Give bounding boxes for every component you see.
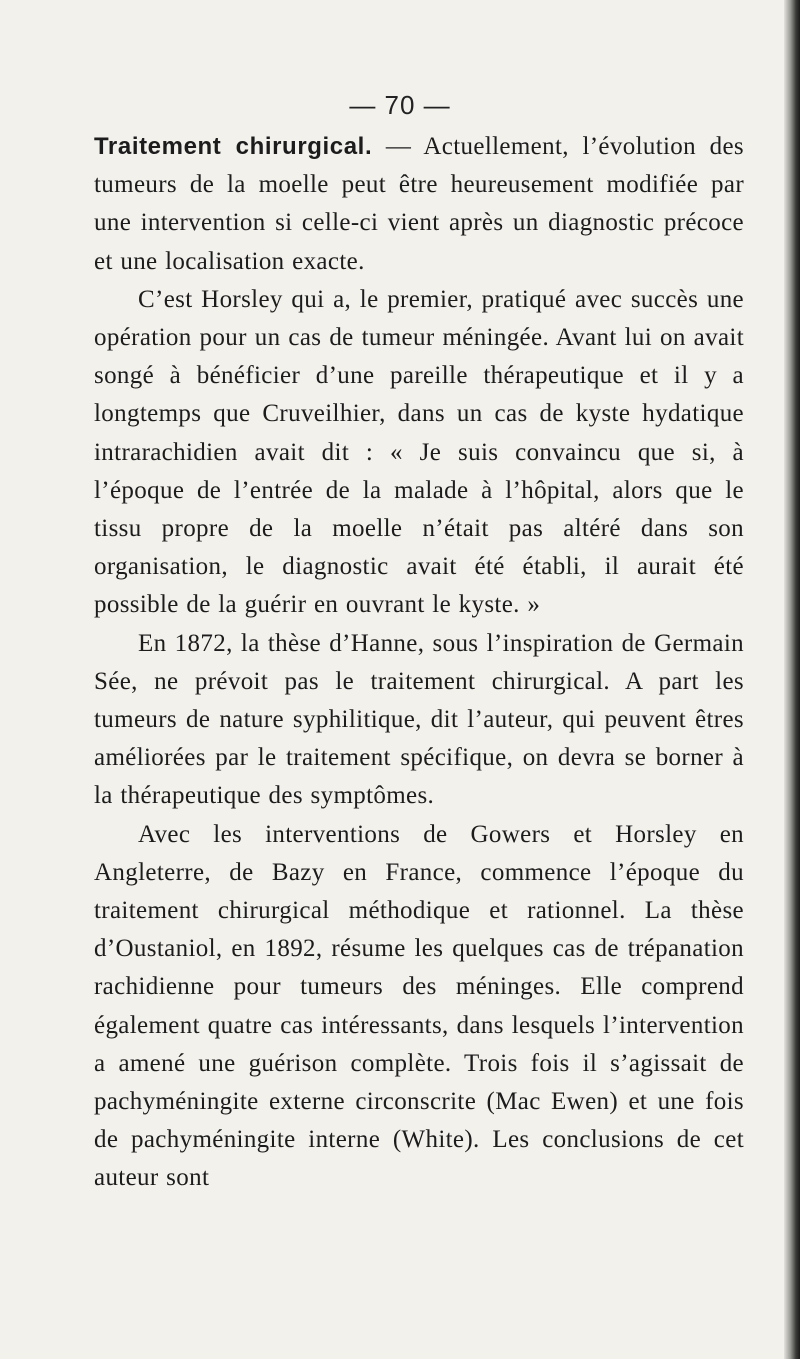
body-text xyxy=(94,128,744,1198)
page-number: — 70 — xyxy=(349,90,451,120)
paragraph-3: En 1872, la thèse d’Hanne, sous l’inspiration de Germain Sée, ne prévoit pas le traitement chirurgical. A part les tumeurs de nature syphilitique, dit l’auteur, qui peuvent êtres améliorées par le traitement spécifique, on devra se borner à la thérapeutique des symptômes. xyxy=(94,629,744,810)
paragraph-1 xyxy=(94,128,744,281)
section-heading: Traitement chirurgical. xyxy=(94,133,373,160)
paragraph-2: C’est Horsley qui a, le premier, pratiqué avec succès une opération pour un cas de tumeur méningée. Avant lui on avait songé à bénéficier d’une pareille thérapeutique et il y a longtemps que Cruveilhier, dans un cas de kyste hydatique intrarachidien avait dit : « Je suis convaincu que si, à l’époque de l’entrée de la malade à l’hôpital, alors que le tissu propre de la moelle n’était pas altéré dans son organisation, le diagnostic avait été établi, il aurait été possible de la guérir en ouvrant le kyste. » xyxy=(94,285,744,619)
page-binding-edge xyxy=(784,0,800,1359)
paragraph-1-text: — Actuellement, l’évolution des tumeurs de la moelle peut être heureusement modifiée par une intervention si celle-ci vient après un diagnostic précoce et une localisation exacte. xyxy=(94,133,744,275)
paragraph-4: Avec les interventions de Gowers et Horsley en Angleterre, de Bazy en France, commence l’époque du traitement chirurgical méthodique et rationnel. La thèse d’Oustaniol, en 1892, résume les quelques cas de trépanation rachidienne pour tumeurs des méninges. Elle comprend également quatre cas intéressants, dans lesquels l’intervention a amené une guérison complète. Trois fois il s’agissait de pachyméningite externe circonscrite (Mac Ewen) et une fois de pachyméningite interne (White). Les conclusions de cet auteur sont xyxy=(94,820,744,1192)
